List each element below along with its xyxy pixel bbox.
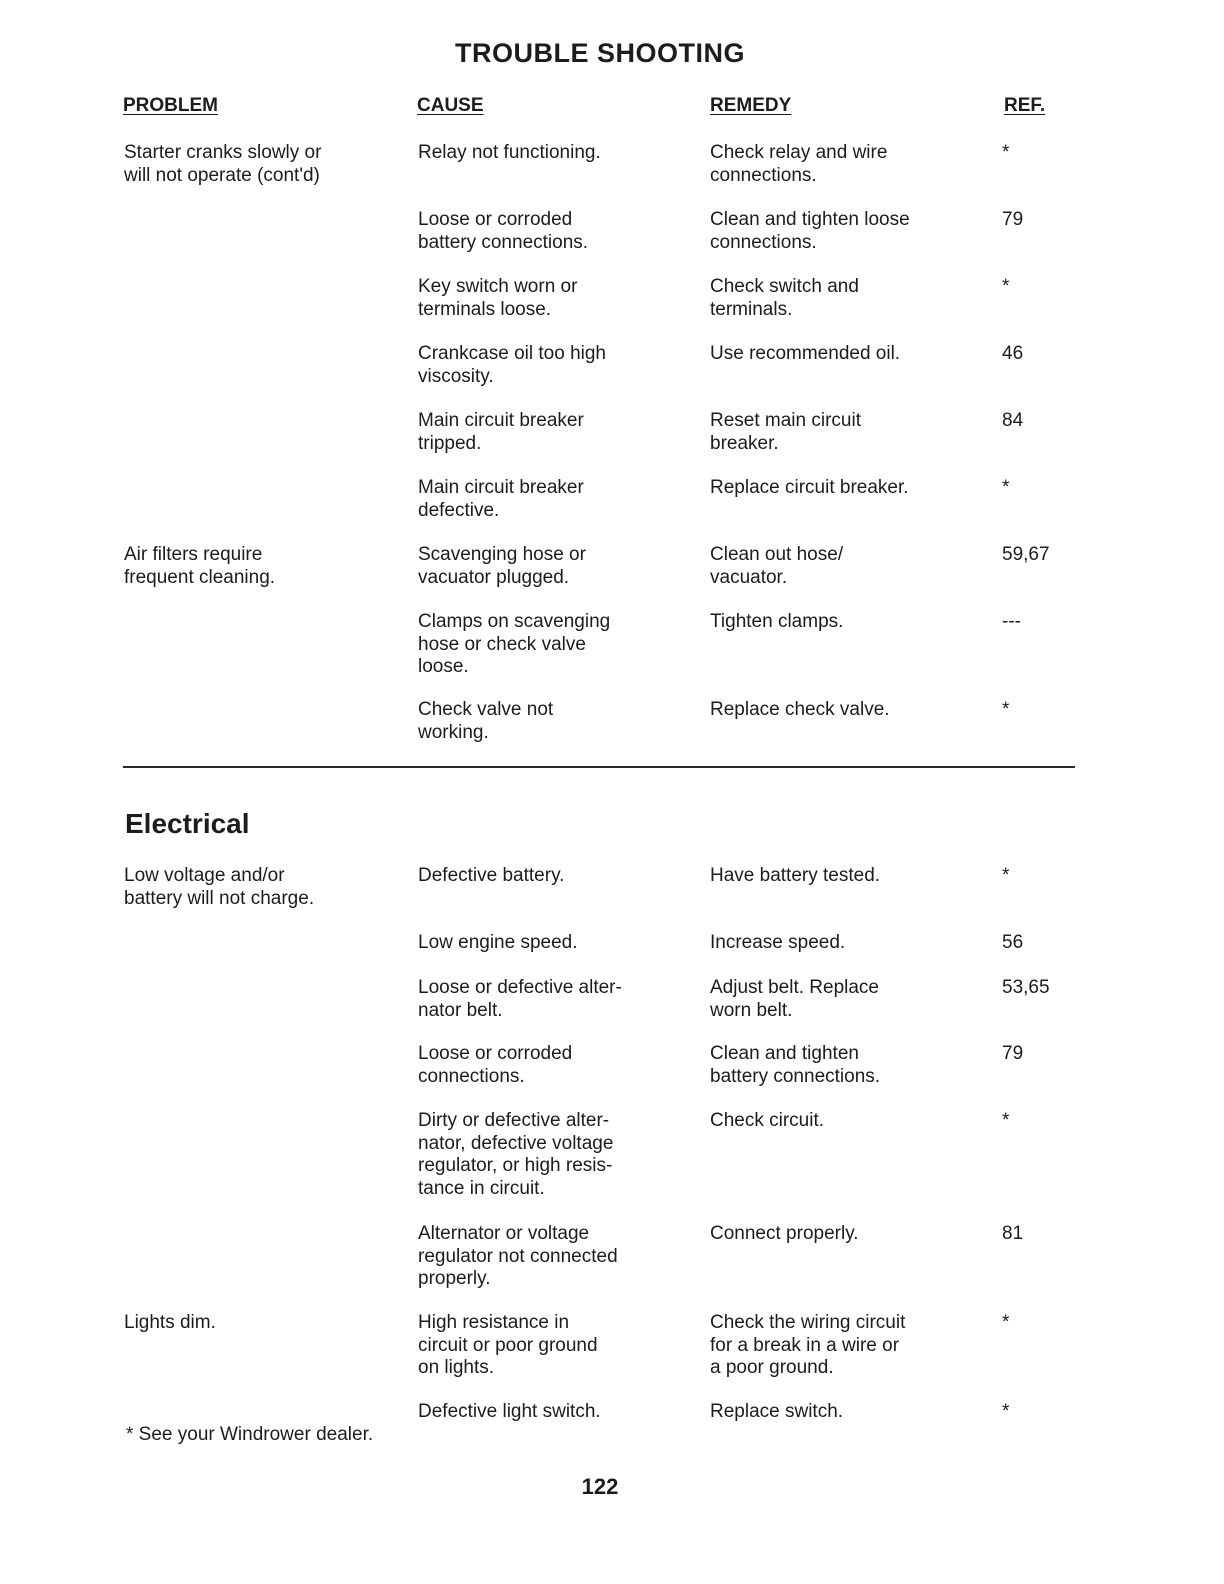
cause-cell: Main circuit breaker tripped. (418, 410, 584, 454)
header-problem: PROBLEM (123, 95, 218, 116)
header-ref: REF. (1004, 95, 1046, 116)
remedy-cell: Have battery tested. (710, 865, 881, 886)
ref-cell: * (1002, 865, 1010, 886)
header-remedy: REMEDY (710, 95, 792, 116)
cause-cell: Main circuit breaker defective. (418, 477, 584, 521)
problem-cell: Starter cranks slowly or will not operate (cont'd) (124, 142, 322, 186)
ref-cell: 59,67 (1002, 544, 1050, 565)
page-number: 122 (581, 1474, 619, 1499)
remedy-cell: Check the wiring circuit for a break in a wire or a poor ground. (710, 1312, 906, 1378)
remedy-cell: Check circuit. (710, 1110, 825, 1131)
ref-cell: * (1002, 477, 1010, 498)
remedy-cell: Replace switch. (710, 1401, 844, 1422)
cause-cell: Crankcase oil too high viscosity. (418, 343, 606, 387)
cause-cell: Scavenging hose or vacuator plugged. (418, 544, 586, 588)
header-cause: CAUSE (417, 95, 484, 116)
ref-cell: * (1002, 1110, 1010, 1131)
ref-cell: 79 (1002, 1043, 1024, 1064)
ref-cell: 46 (1002, 343, 1024, 364)
remedy-cell: Tighten clamps. (710, 611, 844, 632)
ref-cell: * (1002, 142, 1010, 163)
cause-cell: Relay not functioning. (418, 142, 601, 163)
remedy-cell: Replace check valve. (710, 699, 890, 720)
remedy-cell: Reset main circuit breaker. (710, 410, 861, 454)
remedy-cell: Increase speed. (710, 932, 846, 953)
section-title-electrical: Electrical (125, 808, 250, 839)
remedy-cell: Clean and tighten battery connections. (710, 1043, 881, 1087)
page-title: TROUBLE SHOOTING (455, 38, 745, 68)
footnote: * See your Windrower dealer. (126, 1424, 374, 1445)
remedy-cell: Adjust belt. Replace worn belt. (710, 977, 879, 1021)
cause-cell: Check valve not working. (418, 699, 554, 743)
remedy-cell: Clean and tighten loose connections. (710, 209, 910, 253)
ref-cell: 56 (1002, 932, 1024, 953)
remedy-cell: Check relay and wire connections. (710, 142, 888, 186)
ref-cell: 81 (1002, 1223, 1024, 1244)
ref-cell: * (1002, 276, 1010, 297)
cause-cell: Defective battery. (418, 865, 565, 886)
cause-cell: Dirty or defective alter- nator, defective voltage regulator, or high resis- tance in circuit. (418, 1110, 614, 1199)
problem-cell: Low voltage and/or battery will not charge. (124, 865, 315, 909)
ref-cell: 84 (1002, 410, 1024, 431)
ref-cell: --- (1002, 611, 1021, 632)
remedy-cell: Clean out hose/ vacuator. (710, 544, 844, 588)
cause-cell: High resistance in circuit or poor ground on lights. (418, 1312, 598, 1378)
ref-cell: 53,65 (1002, 977, 1050, 998)
ref-cell: 79 (1002, 209, 1024, 230)
problem-cell: Air filters require frequent cleaning. (124, 544, 276, 588)
ref-cell: * (1002, 1312, 1010, 1333)
remedy-cell: Connect properly. (710, 1223, 859, 1244)
cause-cell: Loose or corroded battery connections. (418, 209, 589, 253)
cause-cell: Low engine speed. (418, 932, 578, 953)
remedy-cell: Check switch and terminals. (710, 276, 859, 320)
cause-cell: Defective light switch. (418, 1401, 601, 1422)
cause-cell: Loose or defective alter- nator belt. (418, 977, 622, 1021)
column-headers (0, 95, 1224, 125)
cause-cell: Clamps on scavenging hose or check valve loose. (418, 611, 611, 677)
cause-cell: Key switch worn or terminals loose. (418, 276, 578, 320)
cause-cell: Loose or corroded connections. (418, 1043, 573, 1087)
cause-cell: Alternator or voltage regulator not connected properly. (418, 1223, 618, 1289)
remedy-cell: Use recommended oil. (710, 343, 901, 364)
problem-cell: Lights dim. (124, 1312, 216, 1333)
section-divider (123, 766, 1075, 768)
remedy-cell: Replace circuit breaker. (710, 477, 909, 498)
ref-cell: * (1002, 1401, 1010, 1422)
ref-cell: * (1002, 699, 1010, 720)
